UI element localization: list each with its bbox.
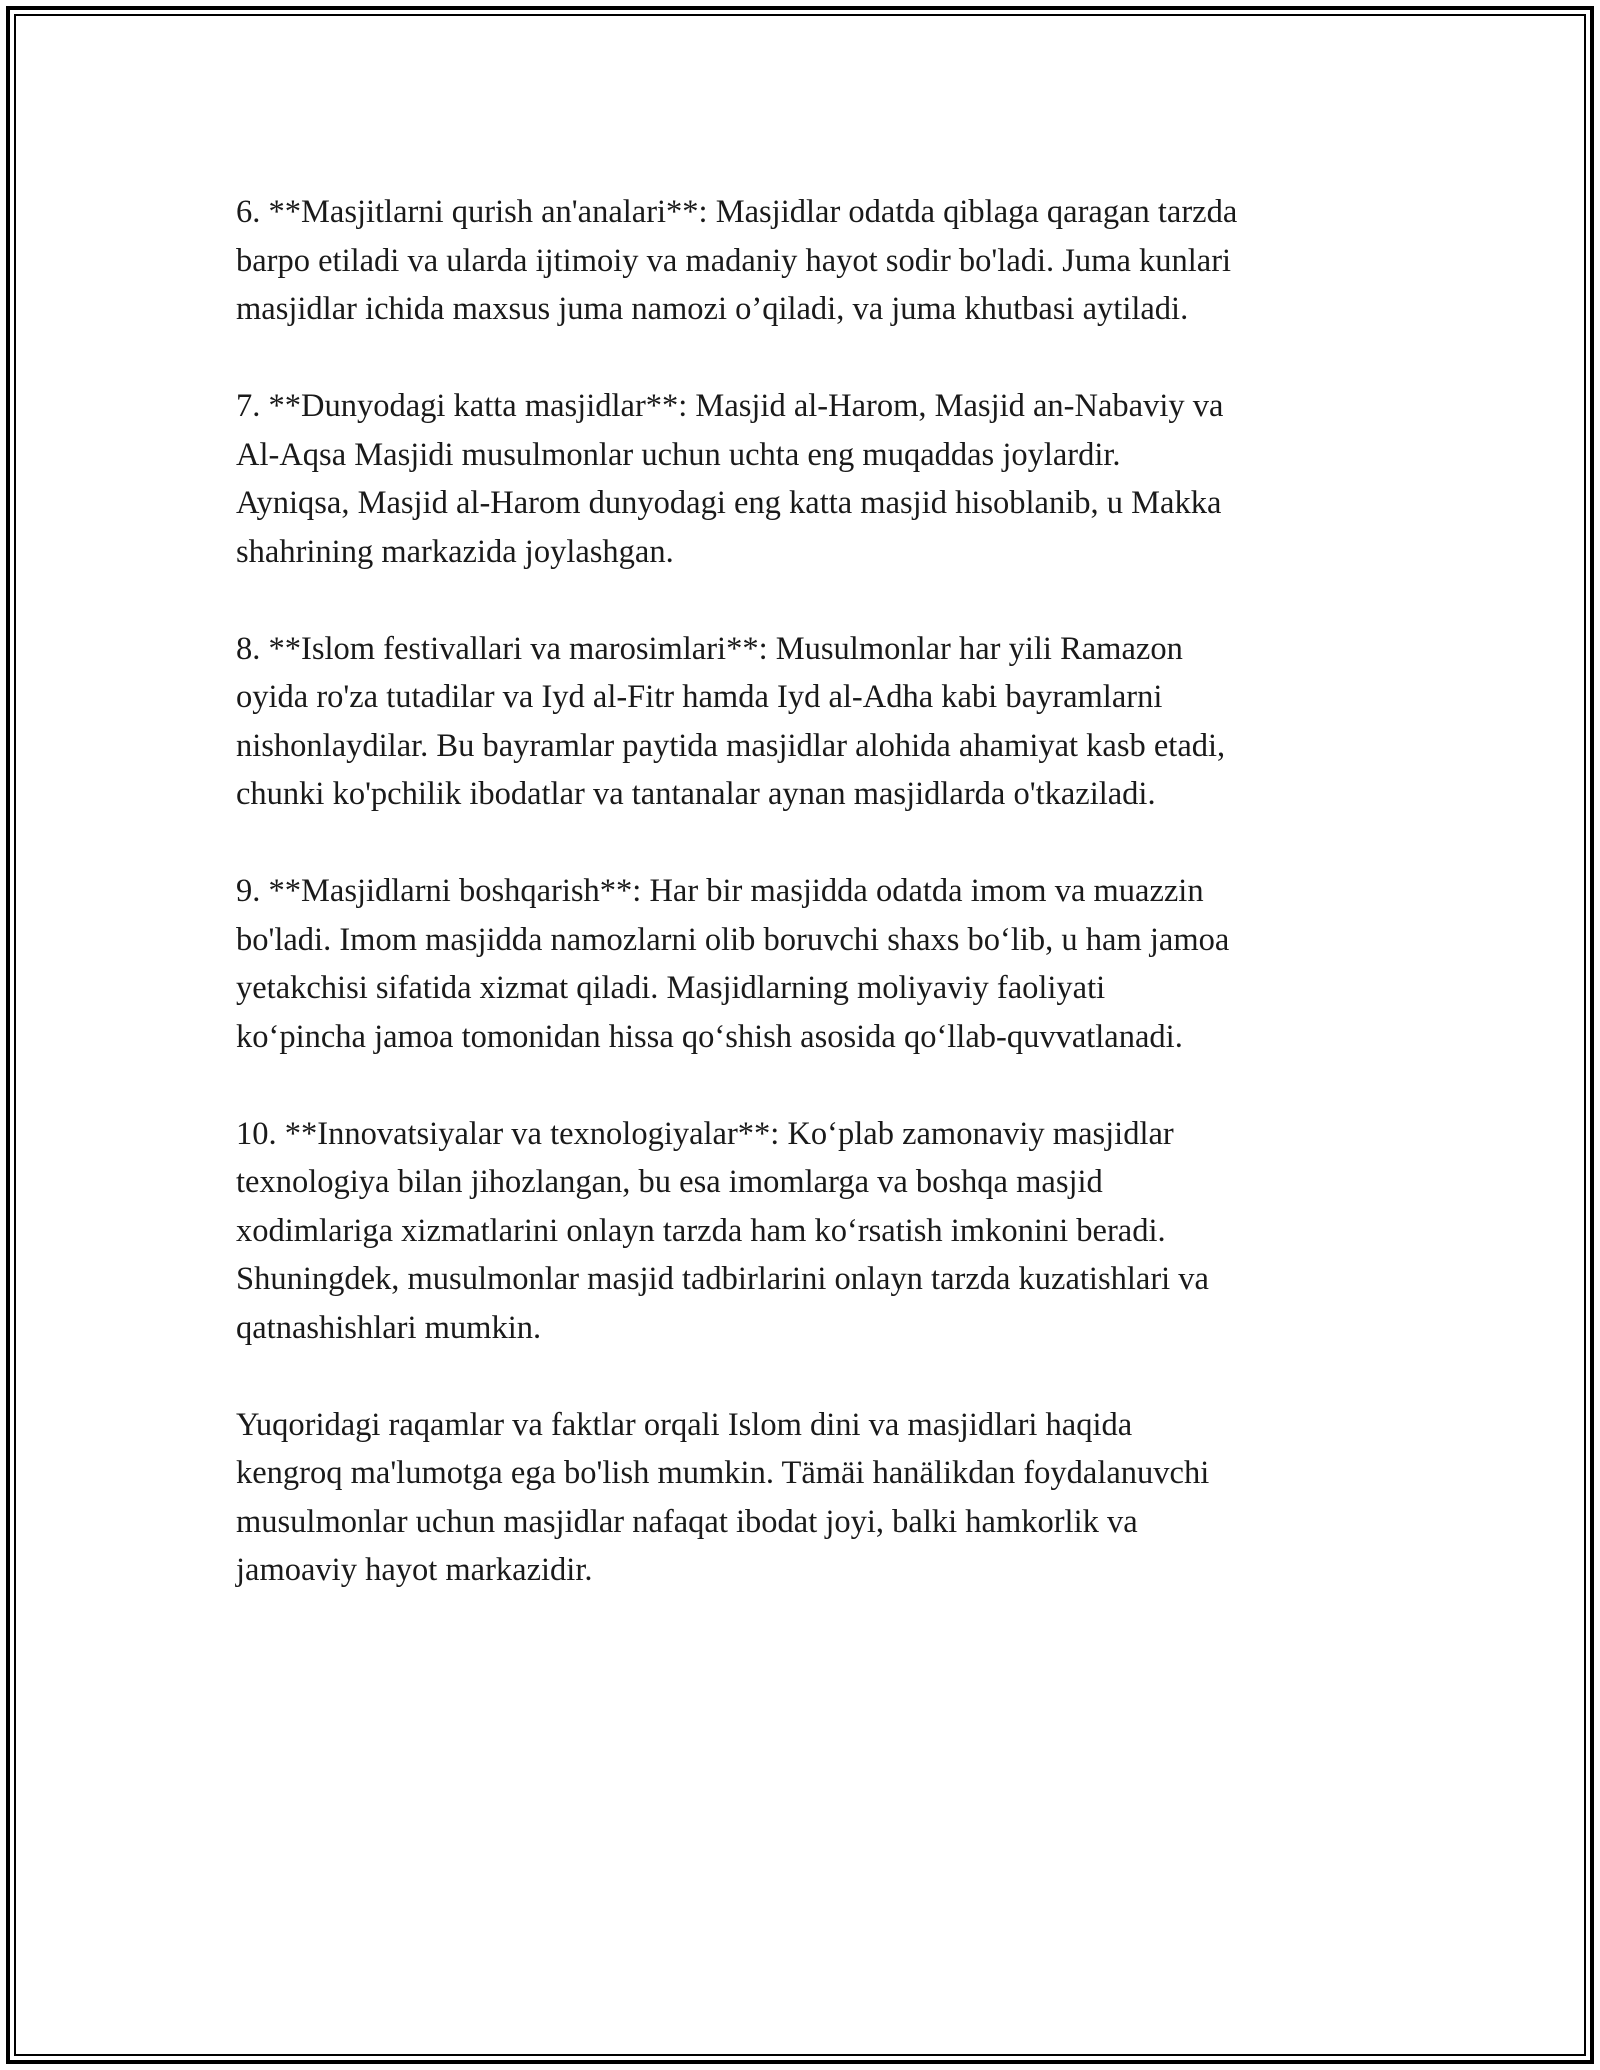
text-line: 8. **Islom festivallari va marosimlari**: Musulmonlar har yili Ramazon <box>236 630 1183 667</box>
text-line: yetakchisi sifatida xizmat qiladi. Masjidlarning moliyaviy faoliyati <box>236 970 1106 1006</box>
text-line: 6. **Masjitlarni qurish an'analari**: Masjidlar odatda qiblaga qaragan tarzda <box>236 194 1238 230</box>
paragraph-mosque-management <box>236 867 1376 1061</box>
paragraph-conclusion <box>236 1401 1376 1595</box>
document-body <box>236 188 1376 1643</box>
text-line: barpo etiladi va ularda ijtimoiy va madaniy hayot sodir bo'ladi. Juma kunlari <box>236 242 1232 279</box>
text-line: bo'ladi. Imom masjidda namozlarni olib boruvchi shaxs bo‘lib, u ham jamoa <box>236 921 1230 958</box>
paragraph-mosque-building-traditions <box>236 188 1376 334</box>
text-line: kengroq ma'lumotga ega bo'lish mumkin. Tämäi hanälikdan foydalanuvchi <box>236 1455 1210 1491</box>
paragraph-innovations-technology <box>236 1110 1376 1353</box>
text-line: Al-Aqsa Masjidi musulmonlar uchun uchta eng muqaddas joylardir. <box>236 436 1121 473</box>
text-line: ko‘pincha jamoa tomonidan hissa qo‘shish asosida qo‘llab-quvvatlanadi. <box>236 1018 1183 1055</box>
text-line: 7. **Dunyodagi katta masjidlar**: Masjid al-Harom, Masjid an-Nabaviy va <box>236 388 1224 424</box>
text-line: qatnashishlari mumkin. <box>236 1309 542 1346</box>
text-line: texnologiya bilan jihozlangan, bu esa imomlarga va boshqa masjid <box>236 1164 1103 1200</box>
text-line: Yuqoridagi raqamlar va faktlar orqali Islom dini va masjidlari haqida <box>236 1406 1133 1443</box>
text-line: masjidlar ichida maxsus juma namozi o’qiladi, va juma khutbasi aytiladi. <box>236 291 1189 327</box>
text-line: chunki ko'pchilik ibodatlar va tantanalar aynan masjidlarda o'tkaziladi. <box>236 776 1156 812</box>
text-line: Ayniqsa, Masjid al-Harom dunyodagi eng katta masjid hisoblanib, u Makka <box>236 485 1222 521</box>
text-line: xodimlariga xizmatlarini onlayn tarzda ham ko‘rsatish imkonini beradi. <box>236 1212 1166 1249</box>
text-line: shahrining markazida joylashgan. <box>236 533 674 570</box>
text-line: nishonlaydilar. Bu bayramlar paytida masjidlar alohida ahamiyat kasb etadi, <box>236 727 1226 764</box>
text-line: Shuningdek, musulmonlar masjid tadbirlarini onlayn tarzda kuzatishlari va <box>236 1261 1209 1297</box>
text-line: oyida ro'za tutadilar va Iyd al-Fitr hamda Iyd al-Adha kabi bayramlarni <box>236 679 1163 715</box>
text-line: jamoaviy hayot markazidir. <box>236 1552 593 1588</box>
text-line: 9. **Masjidlarni boshqarish**: Har bir masjidda odatda imom va muazzin <box>236 873 1204 909</box>
text-line: 10. **Innovatsiyalar va texnologiyalar**: Ko‘plab zamonaviy masjidlar <box>236 1115 1174 1152</box>
paragraph-islamic-festivals <box>236 625 1376 819</box>
text-line: musulmonlar uchun masjidlar nafaqat ibodat joyi, balki hamkorlik va <box>236 1503 1138 1540</box>
paragraph-largest-mosques <box>236 382 1376 576</box>
